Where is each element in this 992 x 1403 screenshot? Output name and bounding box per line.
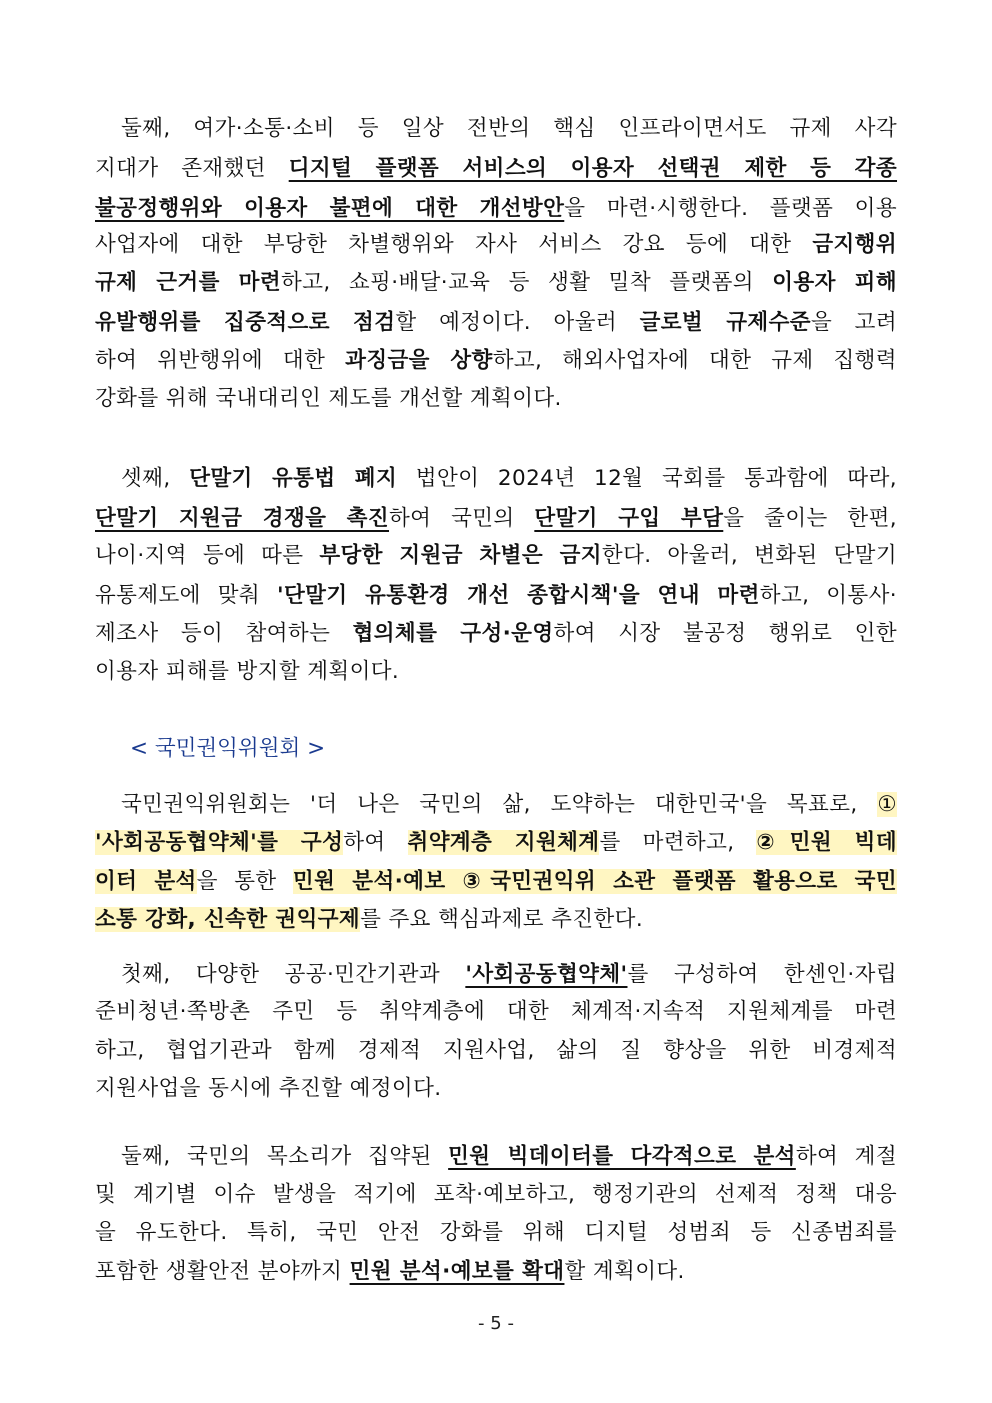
- text-line: 국민권익위원회는 '더 나은 국민의 삶, 도약하는 대한민국'을 목표로, ①: [121, 792, 897, 817]
- text-line: 을 유도한다. 특히, 국민 안전 강화를 위해 디지털 성범죄 등 신종범죄를: [95, 1220, 897, 1245]
- text-line: 제조사 등이 참여하는 협의체를 구성·운영하여 시장 불공정 행위로 인한: [95, 621, 897, 646]
- page-number: - 5 -: [478, 1313, 514, 1334]
- text-line: 하고, 협업기관과 함께 경제적 지원사업, 삶의 질 향상을 위한 비경제적: [95, 1038, 897, 1063]
- text-line: 포함한 생활안전 분야까지 민원 분석·예보를 확대할 계획이다.: [95, 1259, 685, 1284]
- text-line: 지원사업을 동시에 추진할 예정이다.: [95, 1076, 442, 1101]
- text-line: 셋째, 단말기 유통법 폐지 법안이 2024년 12월 국회를 통과함에 따라,: [121, 466, 898, 491]
- text-line: 준비청년·쪽방촌 주민 등 취약계층에 대한 체계적·지속적 지원체계를 마련: [95, 999, 897, 1024]
- text-line: 규제 근거를 마련하고, 쇼핑·배달·교육 등 생활 밀착 플랫폼의 이용자 피해: [95, 270, 897, 295]
- section-title: < 국민권익위원회 >: [130, 736, 326, 761]
- text-line: 지대가 존재했던 디지털 플랫폼 서비스의 이용자 선택권 제한 등 각종: [95, 156, 898, 181]
- text-line: 첫째, 다양한 공공·민간기관과 '사회공동협약체'를 구성하여 한센인·자립: [121, 962, 897, 987]
- text-line: 유통제도에 맞춰 '단말기 유통환경 개선 종합시책'을 연내 마련하고, 이통사·: [95, 583, 897, 608]
- text-line: 이용자 피해를 방지할 계획이다.: [95, 659, 400, 684]
- text-line: 및 계기별 이슈 발생을 적기에 포착·예보하고, 행정기관의 선제적 정책 대응: [95, 1182, 897, 1207]
- text-line: 불공정행위와 이용자 불편에 대한 개선방안을 마련·시행한다. 플랫폼 이용: [95, 196, 897, 221]
- text-line: 단말기 지원금 경쟁을 촉진하여 국민의 단말기 구입 부담을 줄이는 한편,: [95, 506, 897, 531]
- text-line: 사업자에 대한 부당한 차별행위와 자사 서비스 강요 등에 대한 금지행위: [95, 232, 897, 257]
- text-line: 둘째, 국민의 목소리가 집약된 민원 빅데이터를 다각적으로 분석하여 계절: [121, 1144, 897, 1169]
- text-line: 나이·지역 등에 따른 부당한 지원금 차별은 금지한다. 아울러, 변화된 단말기: [95, 543, 898, 568]
- text-line: 강화를 위해 국내대리인 제도를 개선할 계획이다.: [95, 386, 562, 411]
- text-line: 둘째, 여가·소통·소비 등 일상 전반의 핵심 인프라이면서도 규제 사각: [121, 116, 897, 141]
- text-line: 소통 강화, 신속한 권익구제를 주요 핵심과제로 추진한다.: [95, 907, 644, 932]
- text-line: 하여 위반행위에 대한 과징금을 상향하고, 해외사업자에 대한 규제 집행력: [95, 348, 897, 373]
- text-line: 유발행위를 집중적으로 점검할 예정이다. 아울러 글로벌 규제수준을 고려: [95, 310, 897, 335]
- text-line: 이터 분석을 통한 민원 분석·예보 ③국민권익위 소관 플랫폼 활용으로 국민: [95, 869, 897, 894]
- text-line: '사회공동협약체'를 구성하여 취약계층 지원체계를 마련하고, ②민원 빅데: [95, 830, 897, 855]
